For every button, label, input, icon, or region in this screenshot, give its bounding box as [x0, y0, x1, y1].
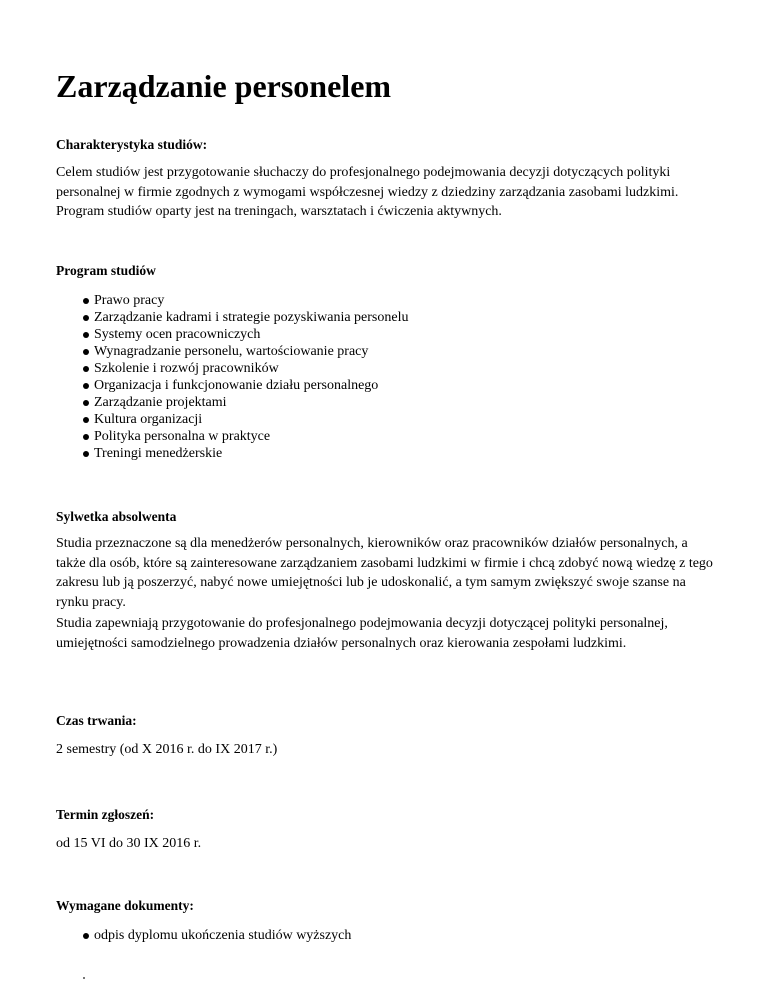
program-item-label: Zarządzanie kadrami i strategie pozyskiwania personelu — [94, 310, 409, 325]
program-list-item — [56, 326, 408, 343]
program-list-item — [56, 377, 408, 394]
program-item-label: Prawo pracy — [94, 293, 165, 308]
documents-item-label: odpis dyplomu ukończenia studiów wyższych — [94, 928, 352, 943]
graduate-heading: Sylwetka absolwenta — [56, 509, 177, 524]
bullet-icon — [83, 332, 89, 338]
bullet-icon — [83, 451, 89, 457]
documents-list — [56, 927, 351, 944]
deadline-text: od 15 VI do 30 IX 2016 r. — [56, 836, 202, 851]
program-item-label: Szkolenie i rozwój pracowników — [94, 361, 279, 376]
bullet-icon — [83, 417, 89, 423]
program-list-item — [56, 292, 408, 309]
bullet-icon — [83, 434, 89, 440]
program-heading: Program studiów — [56, 263, 156, 278]
program-list-item — [56, 411, 408, 428]
bullet-icon — [83, 315, 89, 321]
deadline-heading: Termin zgłoszeń: — [56, 807, 155, 822]
page-title: Zarządzanie personelem — [56, 68, 392, 104]
program-item-label: Zarządzanie projektami — [94, 395, 227, 410]
bullet-icon — [83, 366, 89, 372]
next-bullet-fragment — [83, 977, 85, 979]
program-list-item — [56, 428, 408, 445]
duration-heading: Czas trwania: — [56, 713, 137, 728]
program-item-label: Kultura organizacji — [94, 412, 203, 427]
duration-text: 2 semestry (od X 2016 r. do IX 2017 r.) — [56, 742, 278, 757]
documents-heading: Wymagane dokumenty: — [56, 898, 194, 913]
documents-list-item — [56, 927, 351, 944]
program-list-item — [56, 394, 408, 411]
bullet-icon — [83, 349, 89, 355]
program-item-label: Treningi menedżerskie — [94, 446, 223, 461]
program-list-item — [56, 343, 408, 360]
bullet-icon — [83, 400, 89, 406]
program-item-label: Systemy ocen pracowniczych — [94, 327, 261, 342]
program-list-item — [56, 309, 408, 326]
characteristics-text: Celem studiów jest przygotowanie słuchaczy do profesjonalnego podejmowania decyzji dotyczących polityki personalnej w firmie zgodnych z wymogami współczesnej wiedzy z dziedziny zarządzania zasobami ludzkimi. Program studiów oparty jest na treningach, warsztatach i ćwiczenia aktywnych. — [56, 165, 679, 219]
bullet-icon — [83, 298, 89, 304]
program-list — [56, 292, 408, 462]
graduate-paragraph-1: Studia przeznaczone są dla menedżerów personalnych, kierowników oraz pracowników działów personalnych, a także dla osób, które są zainteresowane zarządzaniem zasobami ludzkimi w firmie i chcą zdobyć nową wiedzę z tego zakresu lub ją poszerzyć, nabyć nowe umiejętności lub je udoskonalić, a tym samym zwiększyć swoje szanse na rynku pracy. — [56, 536, 713, 610]
program-list-item — [56, 360, 408, 377]
program-item-label: Organizacja i funkcjonowanie działu personalnego — [94, 378, 379, 393]
program-item-label: Polityka personalna w praktyce — [94, 429, 271, 444]
program-list-item — [56, 445, 408, 462]
graduate-paragraph-2: Studia zapewniają przygotowanie do profesjonalnego podejmowania decyzji dotyczącej polityki personalnej, umiejętności samodzielnego prowadzenia działów personalnych oraz kierowania zespołami ludzkimi. — [56, 616, 668, 651]
bullet-icon — [83, 933, 89, 939]
bullet-icon — [83, 383, 89, 389]
characteristics-heading: Charakterystyka studiów: — [56, 137, 208, 152]
program-item-label: Wynagradzanie personelu, wartościowanie pracy — [94, 344, 369, 359]
